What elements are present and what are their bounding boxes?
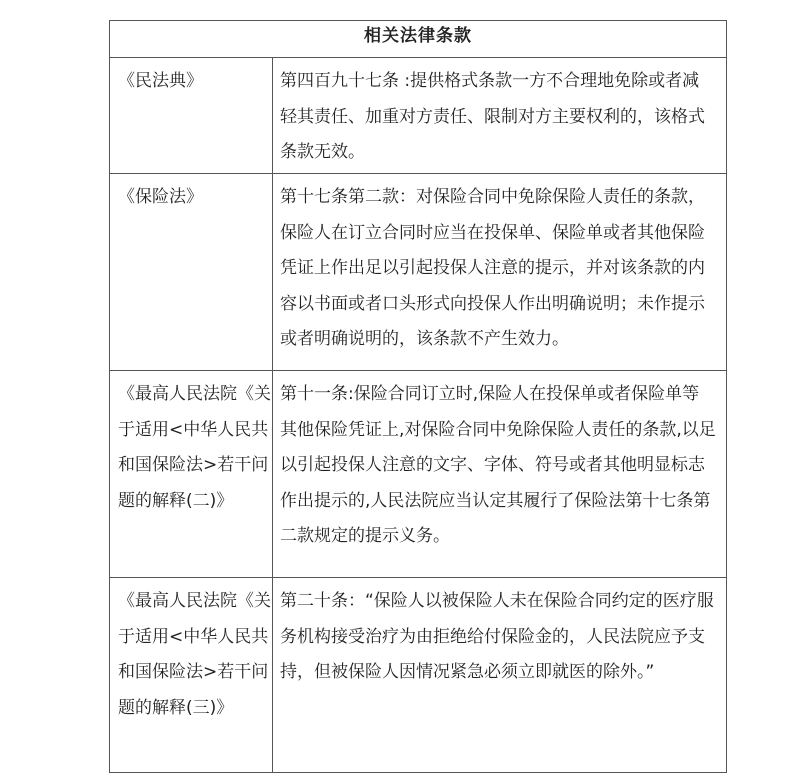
table-row	[110, 58, 727, 174]
table-row	[110, 578, 727, 773]
law-clauses-table	[109, 20, 727, 773]
table-row	[110, 371, 727, 578]
law-name: 《民法典》	[118, 71, 203, 91]
law-name: 《保险法》	[118, 187, 203, 207]
law-name-cell	[110, 578, 273, 773]
table-row	[110, 174, 727, 371]
law-name-cell	[110, 58, 273, 174]
law-text-cell	[273, 58, 727, 174]
law-text: 第十七条第二款：对保险合同中免除保险人责任的条款，保险人在订立合同时应当在投保单、保险单或者其他保险凭证上作出足以引起投保人注意的提示，并对该条款的内容以书面或者口头形式向投保人作出明确说明；未作提示或者明确说明的，该条款不产生效力。	[280, 187, 705, 349]
law-name: 《最高人民法院《关于适用<中华人民共和国保险法>若干问题的解释(三)》	[118, 591, 271, 718]
law-text-cell	[273, 371, 727, 578]
law-name-cell	[110, 371, 273, 578]
law-text-cell	[273, 174, 727, 371]
table-title: 相关法律条款	[110, 21, 727, 58]
law-text-cell	[273, 578, 727, 773]
law-name: 《最高人民法院《关于适用<中华人民共和国保险法>若干问题的解释(二)》	[118, 384, 271, 511]
law-text: 第十一条:保险合同订立时,保险人在投保单或者保险单等其他保险凭证上,对保险合同中免除保险人责任的条款,以足以引起投保人注意的文字、字体、符号或者其他明显标志作出提示的,人民法院应当认定其履行了保险法第十七条第二款规定的提示义务。	[280, 384, 716, 546]
law-text: 第二十条：“保险人以被保险人未在保险合同约定的医疗服务机构接受治疗为由拒绝给付保险金的，人民法院应予支持，但被保险人因情况紧急必须立即就医的除外。”	[280, 591, 714, 682]
law-text: 第四百九十七条 :提供格式条款一方不合理地免除或者减轻其责任、加重对方责任、限制对方主要权利的，该格式条款无效。	[280, 71, 705, 162]
law-name-cell	[110, 174, 273, 371]
